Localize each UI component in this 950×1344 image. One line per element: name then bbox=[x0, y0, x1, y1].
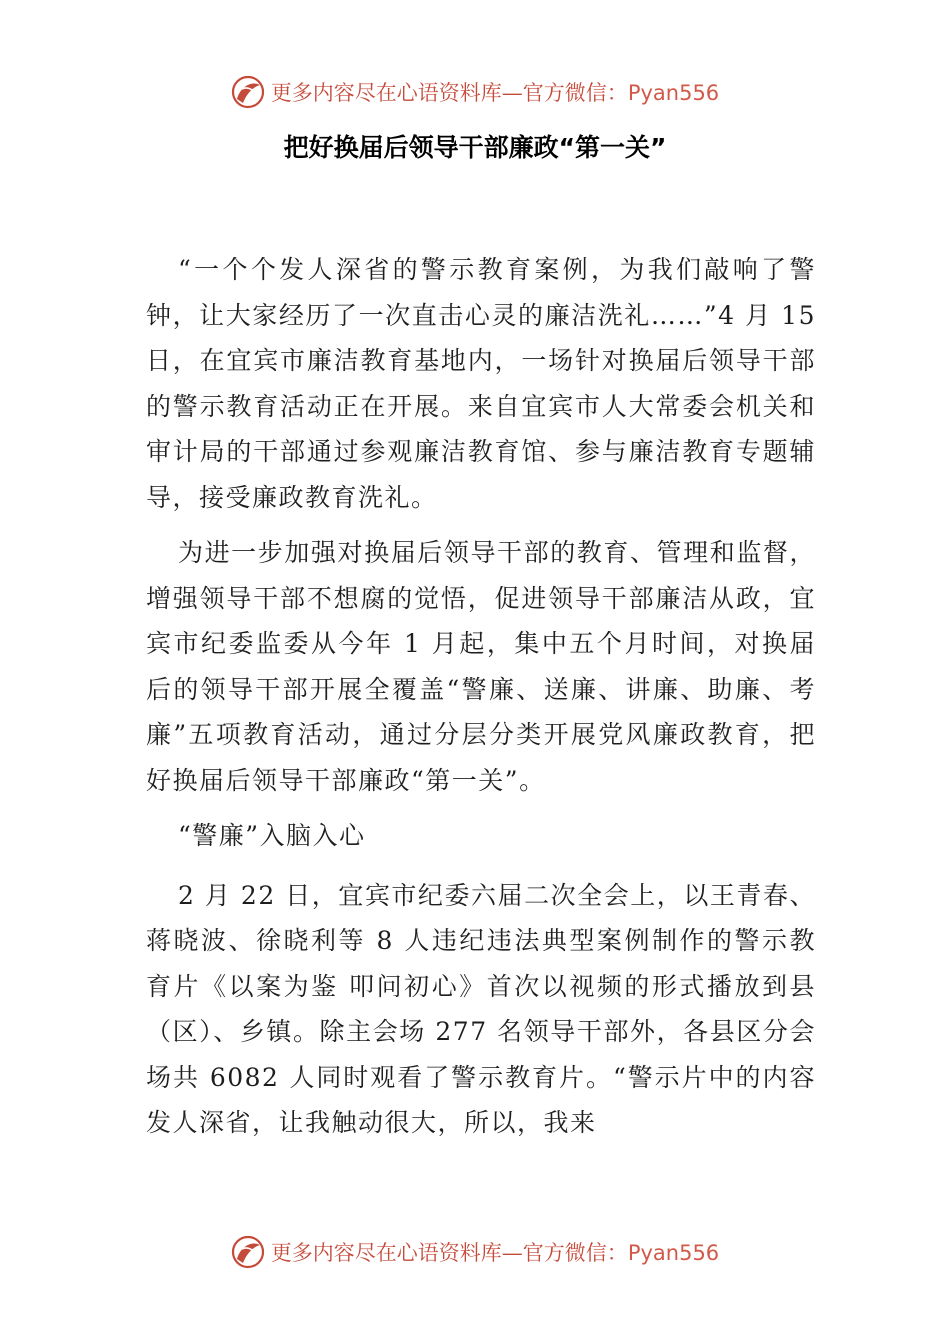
paragraph-2: 为进一步加强对换届后领导干部的教育、管理和监督，增强领导干部不想腐的觉悟，促进领导干部廉洁从政，宜宾市纪委监委从今年 1 月起，集中五个月时间，对换届后的领导干部开展全覆盖“警廉、送廉、讲廉、助廉、考廉”五项教育活动，通过分层分类开展党风廉政教育，把好换届后领导干部廉政“第一关”。 bbox=[146, 538, 816, 795]
paragraph-3: 2 月 22 日，宜宾市纪委六届二次全会上，以王青春、蒋晓波、徐晓利等 8 人违纪违法典型案例制作的警示教育片《以案为鉴 叩问初心》首次以视频的形式播放到县（区）、乡镇。除主会场 277 名领导干部外，各县区分会场共 6082 人同时观看了警示教育片。“警示片中的内容发人深省，让我触动很大，所以，我来 bbox=[146, 880, 816, 1137]
section-heading: “警廉”入脑入心 bbox=[178, 821, 366, 850]
wechat-id: Pyan556 bbox=[627, 81, 720, 105]
page-title: 把好换届后领导干部廉政“第一关” bbox=[283, 133, 667, 162]
banner-text: 更多内容尽在心语资料库—官方微信：Pyan556 bbox=[270, 1241, 720, 1265]
paragraph-1: “一个个发人深省的警示教育案例，为我们敲响了警钟，让大家经历了一次直击心灵的廉洁洗礼……”4 月 15 日，在宜宾市廉洁教育基地内，一场针对换届后领导干部的警示教育活动正在开展。来自宜宾市人大常委会机关和审计局的干部通过参观廉洁教育馆、参与廉洁教育专题辅导，接受廉政教育洗礼。 bbox=[146, 255, 816, 512]
wechat-id: Pyan556 bbox=[627, 1241, 720, 1265]
article-body bbox=[146, 247, 816, 1156]
brand-logo-icon bbox=[231, 1235, 265, 1269]
header-banner bbox=[0, 72, 950, 112]
brand-logo-icon bbox=[231, 75, 265, 109]
banner-text: 更多内容尽在心语资料库—官方微信：Pyan556 bbox=[270, 81, 720, 105]
footer-banner bbox=[0, 1232, 950, 1272]
